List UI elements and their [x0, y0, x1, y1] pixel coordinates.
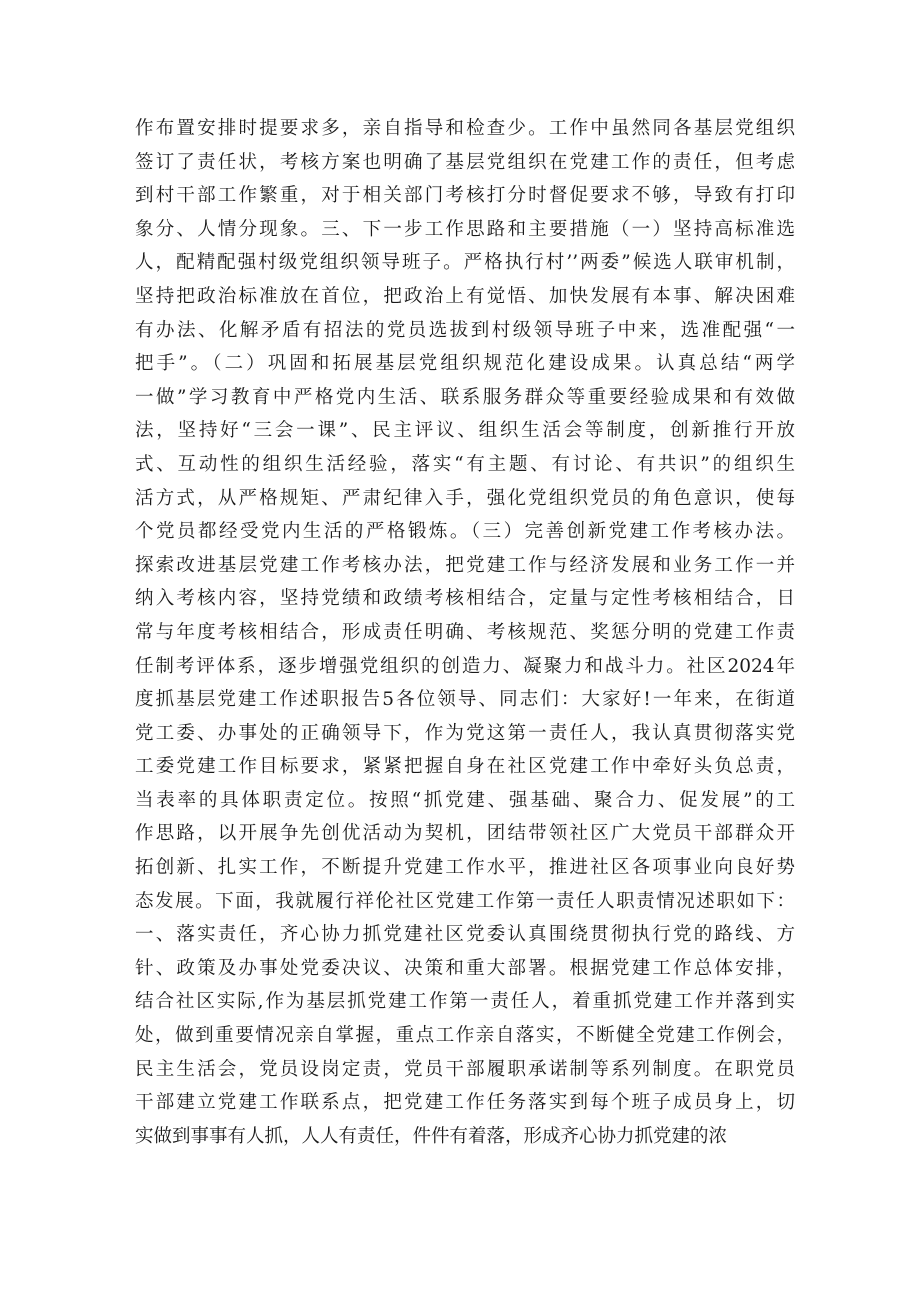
text-line: 任制考评体系，逐步增强党组织的创造力、凝聚力和战斗力。社区2024年	[135, 655, 795, 677]
text-line: 民主生活会，党员设岗定责，党员干部履职承诺制等系列制度。在职党员	[135, 1058, 795, 1080]
text-line: 纳入考核内容，坚持党绩和政绩考核相结合，定量与定性考核相结合，日	[135, 588, 795, 610]
text-line: 态发展。下面，我就履行祥伦社区党建工作第一责任人职责情况述职如下：	[135, 890, 795, 912]
text-line: 一、落实责任，齐心协力抓党建社区党委认真围绕贯彻执行党的路线、方	[135, 924, 795, 946]
text-line: 拓创新、扎实工作，不断提升党建工作水平，推进社区各项事业向良好势	[135, 857, 795, 879]
text-line: 工委党建工作目标要求，紧紧把握自身在社区党建工作中牵好头负总责，	[135, 756, 795, 778]
text-line: 到村干部工作繁重，对于相关部门考核打分时督促要求不够，导致有打印	[135, 185, 795, 207]
text-line: 一做”学习教育中严格党内生活、联系服务群众等重要经验成果和有效做	[135, 386, 795, 408]
text-line: 个党员都经受党内生活的严格锻炼。（三）完善创新党建工作考核办法。	[135, 521, 795, 543]
text-line: 针、政策及办事处党委决议、决策和重大部署。根据党建工作总体安排，	[135, 957, 795, 979]
text-line: 探索改进基层党建工作考核办法，把党建工作与经济发展和业务工作一并	[135, 554, 795, 576]
body-text	[135, 112, 795, 1153]
text-line: 结合社区实际,作为基层抓党建工作第一责任人，着重抓党建工作并落到实	[135, 991, 795, 1013]
text-line: 式、互动性的组织生活经验，落实“有主题、有讨论、有共识”的组织生	[135, 453, 795, 475]
text-line: 当表率的具体职责定位。按照“抓党建、强基础、聚合力、促发展”的工	[135, 789, 795, 811]
text-line: 象分、人情分现象。三、下一步工作思路和主要措施（一）坚持高标准选	[135, 218, 795, 240]
text-line: 签订了责任状，考核方案也明确了基层党组织在党建工作的责任，但考虑	[135, 151, 795, 173]
text-line: 活方式，从严格规矩、严肃纪律入手，强化党组织党员的角色意识，使每	[135, 487, 795, 509]
text-line: 度抓基层党建工作述职报告5各位领导、同志们：大家好!一年来，在街道	[135, 689, 795, 711]
text-line: 有办法、化解矛盾有招法的党员选拔到村级领导班子中来，选准配强“一	[135, 319, 795, 341]
text-line: 处，做到重要情况亲自掌握，重点工作亲自落实，不断健全党建工作例会，	[135, 1025, 795, 1047]
text-line: 人，配精配强村级党组织领导班子。严格执行村’’两委”候选人联审机制，	[135, 252, 795, 274]
text-line: 常与年度考核相结合，形成责任明确、考核规范、奖惩分明的党建工作责	[135, 621, 795, 643]
text-line: 把手”。（二）巩固和拓展基层党组织规范化建设成果。认真总结“两学	[135, 353, 795, 375]
text-line: 党工委、办事处的正确领导下，作为党这第一责任人，我认真贯彻落实党	[135, 722, 795, 744]
text-line: 实做到事事有人抓，人人有责任，件件有着落，形成齐心协力抓党建的浓	[135, 1125, 728, 1147]
text-line: 干部建立党建工作联系点，把党建工作任务落实到每个班子成员身上，切	[135, 1092, 795, 1114]
text-line: 作布置安排时提要求多，亲自指导和检查少。工作中虽然同各基层党组织	[135, 118, 795, 139]
text-line: 法，坚持好“三会一课”、民主评议、组织生活会等制度，创新推行开放	[135, 420, 795, 442]
text-line: 坚持把政治标准放在首位，把政治上有觉悟、加快发展有本事、解决困难	[135, 285, 795, 307]
text-line: 作思路，以开展争先创优活动为契机，团结带领社区广大党员干部群众开	[135, 823, 795, 845]
